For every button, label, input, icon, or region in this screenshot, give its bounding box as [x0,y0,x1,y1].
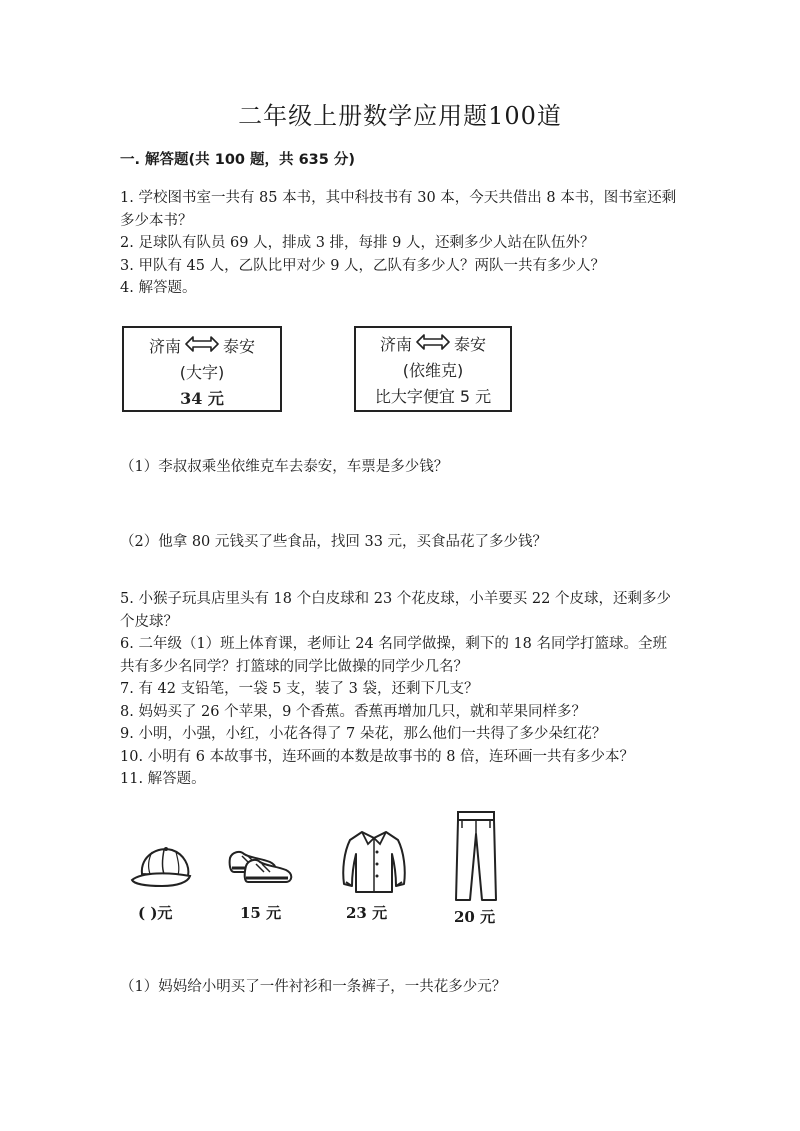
shoes-price: 15 元 [240,904,282,922]
pants-icon [452,810,500,904]
pants-figure [452,810,500,908]
question-4: 4. 解答题。 [120,280,197,296]
question-list-2 [120,588,680,791]
cap-icon [128,842,198,890]
ticket-type: (依维克) [402,361,464,380]
ticket-dazi [122,326,282,412]
question-6: 6. 二年级（1）班上体育课，老师让 24 名同学做操，剩下的 18 名同学打篮球。全班共有多少名同学？打篮球的同学比做操的同学少几名？ [120,636,668,675]
question-3: 3. 甲队有 45 人，乙队比甲对少 9 人，乙队有多少人？两队一共有多少人？ [120,257,606,274]
question-11: 11. 解答题。 [120,771,206,787]
double-arrow-icon [416,332,450,358]
question-2: 2. 足球队有队员 69 人，排成 3 排，每排 9 人，还剩多少人站在队伍外？ [120,235,595,251]
ticket-to: 泰安 [454,335,487,354]
ticket-price: 比大字便宜 5 元 [374,387,492,406]
section-heading: 一. 解答题(共 100 题，共 635 分) [120,152,356,168]
question-9: 9. 小明，小强，小红，小花各得了 7 朵花，那么他们一共得了多少朵红花？ [120,726,607,742]
shoes-figure [226,844,298,892]
ticket-type: (大字) [179,363,225,382]
ticket-yiweike [354,326,512,412]
question-4-sub-2: （2）他拿 80 元钱买了些食品，找回 33 元，买食品花了多少钱？ [120,534,548,550]
cap-price: ( )元 [138,904,173,922]
question-11-sub-1: （1）妈妈给小明买了一件衬衫和一条裤子，一共花多少元？ [120,979,507,995]
question-list-1 [120,187,680,300]
question-1: 1. 学校图书室一共有 85 本书，其中科技书有 30 本，今天共借出 8 本书，图书室还剩多少本书？ [120,190,677,229]
question-8: 8. 妈妈买了 26 个苹果，9 个香蕉。香蕉再增加几只，就和苹果同样多？ [120,703,586,720]
ticket-from: 济南 [379,335,412,354]
question-5: 5. 小猴子玩具店里头有 18 个白皮球和 23 个花皮球，小羊要买 22 个皮球，还剩多少个皮球？ [120,591,671,630]
ticket-from: 济南 [148,337,181,356]
ticket-to: 泰安 [223,337,256,356]
shirt-icon [334,826,414,896]
question-7: 7. 有 42 支铅笔，一袋 5 支，装了 3 袋，还剩下几支？ [120,681,479,697]
pants-price: 20 元 [454,908,496,926]
ticket-price: 34 元 [180,389,224,408]
cap-figure [128,842,198,894]
double-arrow-icon [185,334,219,360]
page-title: 二年级上册数学应用题100道 [238,102,562,130]
question-10: 10. 小明有 6 本故事书，连环画的本数是故事书的 8 倍，连环画一共有多少本？ [120,748,635,765]
shirt-figure [334,826,414,900]
question-4-sub-1: （1）李叔叔乘坐依维克车去泰安，车票是多少钱？ [120,459,449,475]
shoes-icon [226,844,298,888]
shirt-price: 23 元 [346,904,388,922]
